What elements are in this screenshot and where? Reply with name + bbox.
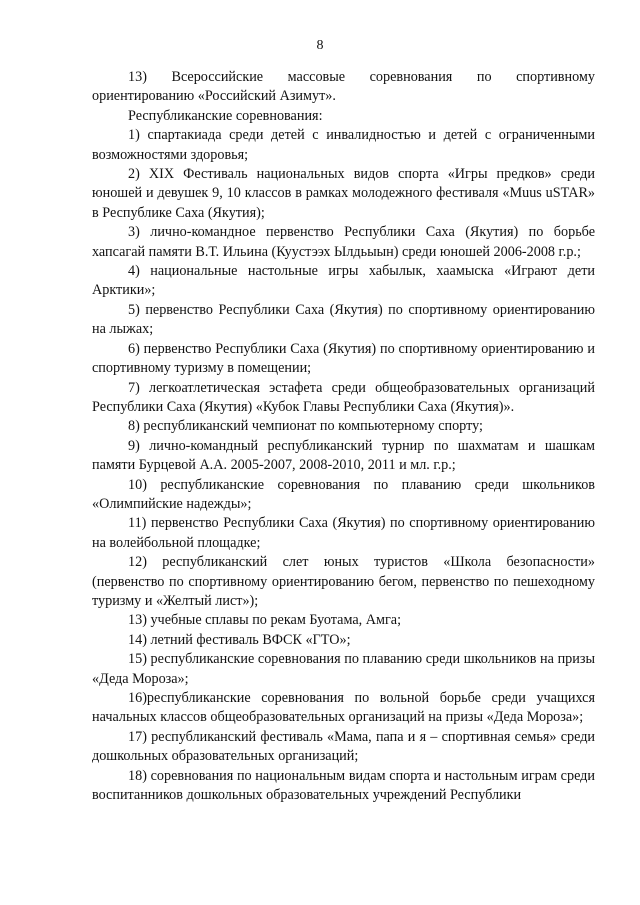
list-item-9: 9) лично-командный республиканский турнир по шахматам и шашкам памяти Бурцевой А.А. 2005-2007, 2008-2010, 2011 и мл. г.р.; <box>92 437 595 474</box>
list-item-11: 11) первенство Республики Саха (Якутия) по спортивному ориентированию на волейбольной площадке; <box>92 515 595 551</box>
list-item-6: 6) первенство Республики Саха (Якутия) по спортивному ориентированию и спортивному туризму в помещении; <box>92 340 595 377</box>
paragraph-item-13-azimut: 13) Всероссийские массовые соревнования по спортивному ориентированию «Российский Азимут». <box>92 69 595 105</box>
list-item-5: 5) первенство Республики Саха (Якутия) по спортивному ориентированию на лыжах; <box>92 301 595 338</box>
document-body <box>92 68 595 805</box>
section-heading-republican: Республиканские соревнования: <box>128 107 323 124</box>
list-item-16: 16)республиканские соревнования по вольной борьбе среди учащихся начальных классов общеобразовательных организаций на призы «Деда Мороза»; <box>92 690 595 726</box>
list-item-1: 1) спартакиада среди детей с инвалидностью и детей с ограниченными возможностями здоровья; <box>92 127 595 163</box>
page-number: 8 <box>316 38 324 53</box>
list-item-4: 4) национальные настольные игры хабылык, хаамыска «Играют дети Арктики»; <box>92 263 595 299</box>
list-item-10: 10) республиканские соревнования по плаванию среди школьников «Олимпийские надежды»; <box>92 476 595 512</box>
list-item-14: 14) летний фестиваль ВФСК «ГТО»; <box>128 631 351 648</box>
list-item-18: 18) соревнования по национальным видам спорта и настольным играм среди воспитанников дошкольных образовательных учреждений Республики <box>92 767 595 804</box>
list-item-15: 15) республиканские соревнования по плаванию среди школьников на призы «Деда Мороза»; <box>92 651 595 687</box>
list-item-17: 17) республиканский фестиваль «Мама, папа и я – спортивная семья» среди дошкольных образовательных организаций; <box>92 728 595 765</box>
list-item-2: 2) XIX Фестиваль национальных видов спорта «Игры предков» среди юношей и девушек 9, 10 классов в рамках молодежного фестиваля «Muus uSTAR» в Республике Саха (Якутия); <box>92 166 595 221</box>
list-item-3: 3) лично-командное первенство Республики Саха (Якутия) по борьбе хапсагай памяти В.Т. Ильина (Куустээх Ылдьыын) среди юношей 2006-2008 г.р.; <box>92 224 595 260</box>
list-item-8: 8) республиканский чемпионат по компьютерному спорту; <box>128 418 483 435</box>
list-item-7: 7) легкоатлетическая эстафета среди общеобразовательных организаций Республики Саха (Якутия) «Кубок Главы Республики Саха (Якутия)». <box>92 379 595 415</box>
list-item-12: 12) республиканский слет юных туристов «Школа безопасности» (первенство по спортивному ориентированию бегом, первенство по пешеходному туризму и «Желтый лист»); <box>92 554 595 609</box>
list-item-13: 13) учебные сплавы по рекам Буотама, Амга; <box>128 612 402 629</box>
